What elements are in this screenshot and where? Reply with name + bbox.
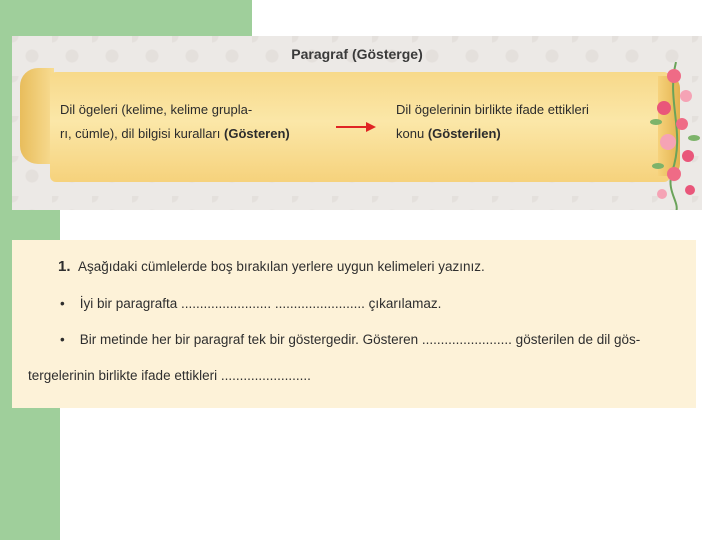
signified-text <box>396 98 652 146</box>
signifier-text <box>60 98 308 146</box>
signifier-label: (Gösteren) <box>224 126 290 141</box>
item-1-text: İyi bir paragrafta ........................ ........................ çıkarılamaz. <box>79 296 442 311</box>
exercise-instruction <box>58 258 485 275</box>
banner-title: Paragraf (Gösterge) <box>291 46 423 62</box>
signified-line-2: konu <box>396 126 428 141</box>
signifier-line-2: rı, cümle), dil bilgisi kuralları <box>60 126 224 141</box>
exercise-box <box>12 240 696 408</box>
flower-decoration-icon <box>646 62 702 210</box>
instruction-text: Aşağıdaki cümlelerde boş bırakılan yerlere uygun kelimeleri yazınız. <box>78 259 485 274</box>
item-2-line-1: Bir metinde her bir paragraf tek bir göstergedir. Gösteren ........................ gösterilen de dil gös- <box>79 332 641 347</box>
signified-label: (Gösterilen) <box>427 126 501 141</box>
signifier-line-1: Dil ögeleri (kelime, kelime grupla- <box>60 102 253 117</box>
scroll-curl-left <box>20 68 54 164</box>
item-2-line-2: tergelerinin birlikte ifade ettikleri ........................ <box>28 368 311 383</box>
exercise-item-1 <box>60 296 441 311</box>
arrow-right-icon <box>336 120 376 134</box>
concept-banner <box>12 36 702 210</box>
bullet-2: • <box>60 332 65 347</box>
exercise-number: 1. <box>58 258 71 275</box>
exercise-item-2-cont <box>28 368 311 383</box>
exercise-item-2 <box>60 332 640 347</box>
signified-line-1: Dil ögelerinin birlikte ifade ettikleri <box>396 102 589 117</box>
bullet-1: • <box>60 296 65 311</box>
